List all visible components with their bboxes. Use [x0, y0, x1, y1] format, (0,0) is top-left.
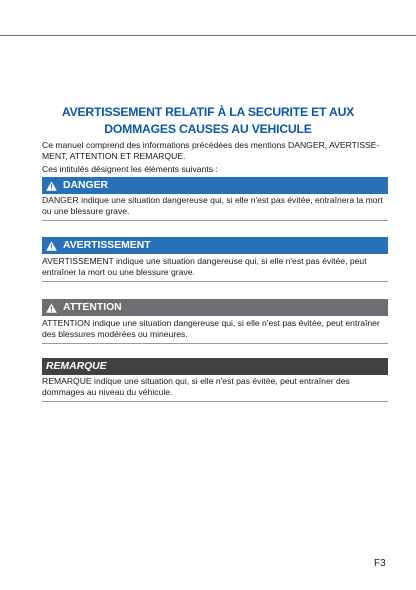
- section-divider: [42, 281, 388, 282]
- remarque-description: REMARQUE indique une situation qui, si elle n'est pas évitée, peut entraîner des dommages au niveau du véhicule.: [42, 376, 350, 397]
- danger-description: DANGER indique une situation dangereuse qui, si elle n'est pas évitée, entraînera la mort ou une blessure grave.: [42, 195, 383, 216]
- top-rule: [0, 35, 416, 36]
- section-divider: [42, 343, 388, 344]
- section-divider: [42, 220, 388, 221]
- page-title: [28, 104, 388, 138]
- section-divider: [42, 401, 388, 402]
- avertissement-banner: [42, 237, 388, 254]
- danger-banner: [42, 177, 388, 194]
- danger-label: DANGER: [63, 180, 109, 191]
- attention-description: ATTENTION indique une situation dangereuse qui, si elle n'est pas évitée, peut entraîner des blessures modérées ou mineures.: [42, 318, 380, 339]
- page-title-line-1: AVERTISSEMENT RELATIF À LA SECURITE ET AUX: [61, 105, 355, 119]
- avertissement-label: AVERTISSEMENT: [63, 240, 151, 251]
- page-title-line-2: DOMMAGES CAUSES AU VEHICULE: [104, 122, 312, 136]
- warning-triangle-icon: [46, 241, 57, 251]
- avertissement-description: AVERTISSEMENT indique une situation dangereuse qui, si elle n'est pas évitée, peut entraîner la mort ou une blessure grave.: [42, 256, 367, 277]
- warning-triangle-icon: [46, 181, 57, 191]
- intro-paragraph: Ce manuel comprend des informations précédées des mentions DANGER, AVERTISSE-MENT, ATTENTION ET REMARQUE.: [42, 140, 380, 161]
- remarque-banner: [42, 358, 388, 375]
- remarque-label: REMARQUE: [46, 361, 107, 372]
- attention-banner: [42, 299, 388, 316]
- warning-triangle-icon: [46, 303, 57, 313]
- attention-label: ATTENTION: [63, 302, 122, 313]
- intro-subheading: Ces intitulés désignent les éléments suivants :: [42, 164, 218, 174]
- page-number: F3: [374, 558, 386, 569]
